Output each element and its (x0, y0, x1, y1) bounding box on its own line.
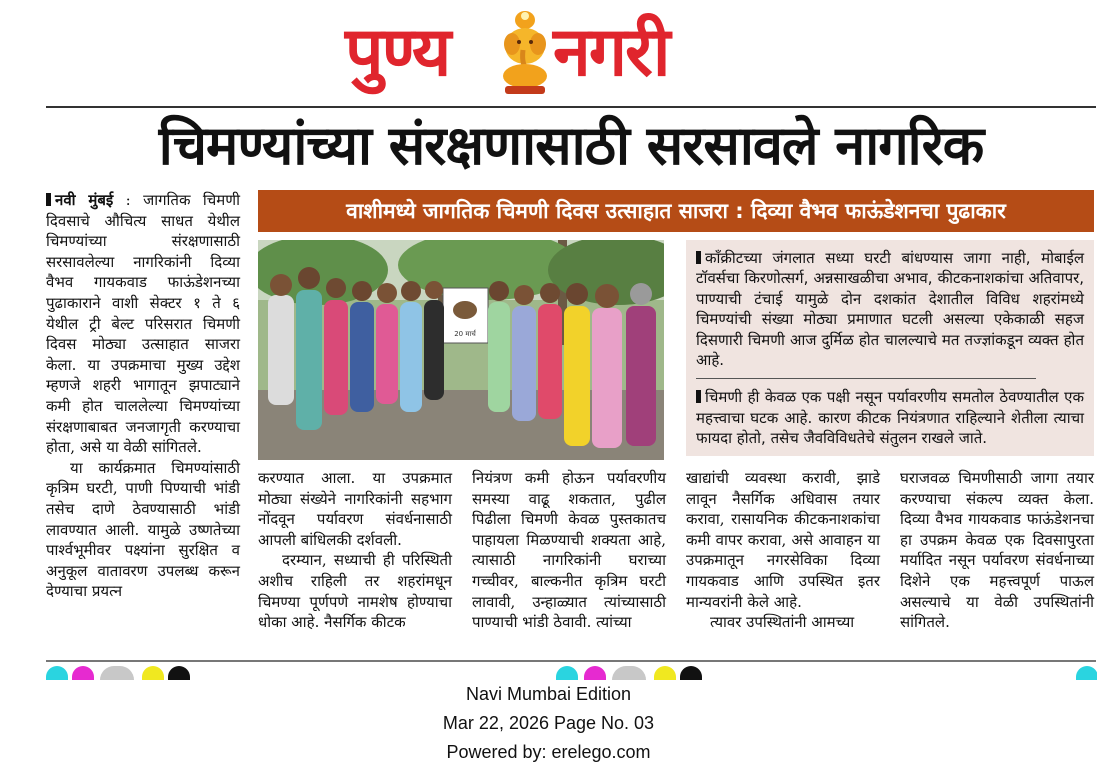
article-column-4 (686, 468, 880, 656)
footer-edition: Navi Mumbai Edition (465, 684, 632, 704)
column-3-paragraph-1: नियंत्रण कमी होऊन पर्यावरणीय समस्या वाढू शकतात, पुढील पिढीला चिमणी केवळ पुस्तकातच पाहायला मिळण्याची शक्यता आहे, त्यासाठी नागरिकांनी घराच्या गच्चीवर, बाल्कनीत कृत्रिम घरटी लावावी, उन्हाळ्यात त्यांच्यासाठी पाण्याची भांडी ठेवावी. त्यांच्या (472, 469, 666, 632)
registration-mark-yellow (654, 666, 676, 680)
sub-headline-banner: वाशीमध्ये जागतिक चिमणी दिवस उत्साहात साजरा : दिव्या वैभव फाऊंडेशनचा पुढाकार (258, 190, 1094, 232)
masthead-logo (345, 4, 750, 102)
bottom-rule (46, 660, 1096, 662)
top-rule (46, 106, 1096, 108)
column-1-paragraph-1: : जागतिक चिमणी दिवसाचे औचित्य साधत येथील चिमण्यांच्या संरक्षणासाठी सरसावलेल्या नागरिकांनी दिव्या वैभव गायकवाड फाऊंडेशनच्या पुढाकाराने वाशी सेक्टर १ ते ६ येथील ट्री बेल्ट परिसरात चिमणी दिवस मोठ्या उत्साहात साजरा केला. या उपक्रमाचा मुख्य उद्देश म्हणजे शहरी भागातून झपाट्याने कमी होत चाललेल्या चिमण्यांच्या संरक्षणाबाबत जनजागृती करण्याचा होता, असे या वेळी सांगितले. (46, 191, 240, 457)
registration-mark-black (680, 666, 702, 680)
quote-paragraph-1: कॉंक्रीटच्या जंगलात सध्या घरटी बांधण्यास जागा नाही, मोबाईल टॉवर्सचा किरणोत्सर्ग, अन्नसाखळीचा अभाव, कीटकनाशकांचा अतिवापर, पाण्याची टंचाई यामुळे दोन दशकांत देशातील विविध शहरांमध्ये चिमण्यांची संख्या मोठ्या प्रमाणात घटली असल्या एकेकाळी सहज दिसणारी चिमणी आज दुर्मिळ होत चालल्याचे मत तज्ज्ञांकडून व्यक्त होत आहे. (696, 249, 1084, 370)
bullet-icon (696, 251, 701, 264)
highlight-quote-box (686, 240, 1094, 456)
registration-mark-cyan (1076, 666, 1097, 680)
footer-powered-by: Powered by: erelego.com (446, 742, 651, 762)
footer-date-page: Mar 22, 2026 Page No. 03 (442, 713, 655, 733)
article-column-5 (900, 468, 1094, 656)
column-5-paragraph-1: घराजवळ चिमणीसाठी जागा तयार करण्याचा संकल्प व्यक्त केला. दिव्या वैभव गायकवाड फाऊंडेशनचा हा उपक्रम केवळ एक दिवसापुरता मर्यादित नसून पर्यावरण संवर्धनाच्या दिशेने एक महत्त्वपूर्ण पाऊल असल्याचे या वेळी उपस्थितांनी सांगितले. (900, 469, 1094, 632)
registration-mark-grey (100, 666, 134, 680)
quote-divider (696, 378, 1036, 379)
article-column-1 (46, 190, 240, 656)
photo-banner-text: 20 मार्च (454, 330, 476, 338)
column-1-paragraph-2: या कार्यक्रमात चिमण्यांसाठी कृत्रिम घरटी, पाणी पिण्याची भांडी तसेच दाणे ठेवण्यासाठी भांडी लावण्यात आली. यामुळे उष्णतेच्या पार्श्वभूमीवर पक्ष्यांना सुरक्षित व अनुकूल वातावरण उपलब्ध करून देण्याचा प्रयत्न (46, 458, 240, 601)
column-4-paragraph-2: त्यावर उपस्थितांनी आमच्या (710, 613, 855, 632)
masthead-title-right: नगरी (553, 13, 669, 92)
column-2-paragraph-2: दरम्यान, सध्याची ही परिस्थिती अशीच राहिली तर शहरांमधून चिमण्या पूर्णपणे नामशेष होण्याचा धोका आहे. नैसर्गिक कीटक (258, 551, 452, 632)
article-headline: चिमण्यांच्या संरक्षणासाठी सरसावले नागरिक (158, 114, 984, 177)
registration-mark-cyan (46, 666, 68, 680)
masthead-title-left: पुण्य (345, 13, 450, 92)
event-photo-image (258, 240, 664, 460)
registration-mark-grey (612, 666, 646, 680)
registration-mark-cyan (556, 666, 578, 680)
registration-mark-magenta (584, 666, 606, 680)
quote-paragraph-2: चिमणी ही केवळ एक पक्षी नसून पर्यावरणीय समतोल ठेवण्यातील एक महत्त्वाचा घटक आहे. कारण कीटक नियंत्रणात राहिल्याने शेतीला त्याचा फायदा होतो, तसेच जैवविविधतेचे संतुलन राखले जाते. (696, 388, 1084, 448)
bullet-icon (46, 193, 51, 206)
column-2-paragraph-1: करण्यात आला. या उपक्रमात मोठ्या संख्येने नागरिकांनी सहभाग नोंदवून पर्यावरण संवर्धनासाठी आपली बांधिलकी दर्शवली. (258, 469, 452, 549)
event-photo (258, 240, 664, 460)
article-column-2 (258, 468, 452, 656)
ganesh-logo-icon (495, 6, 555, 96)
registration-mark-black (168, 666, 190, 680)
article-column-3 (472, 468, 666, 656)
dateline: नवी मुंबई (55, 191, 114, 209)
registration-mark-magenta (72, 666, 94, 680)
column-4-paragraph-1: खाद्यांची व्यवस्था करावी, झाडे लावून नैसर्गिक अधिवास तयार करावा, रासायनिक कीटकनाशकांचा कमी वापर करावा, असे आवाहन या उपक्रमातून नगरसेविका दिव्या गायकवाड आणि उपस्थित इतर मान्यवरांनी केले आहे. (686, 469, 880, 611)
bullet-icon (696, 390, 701, 403)
registration-mark-yellow (142, 666, 164, 680)
